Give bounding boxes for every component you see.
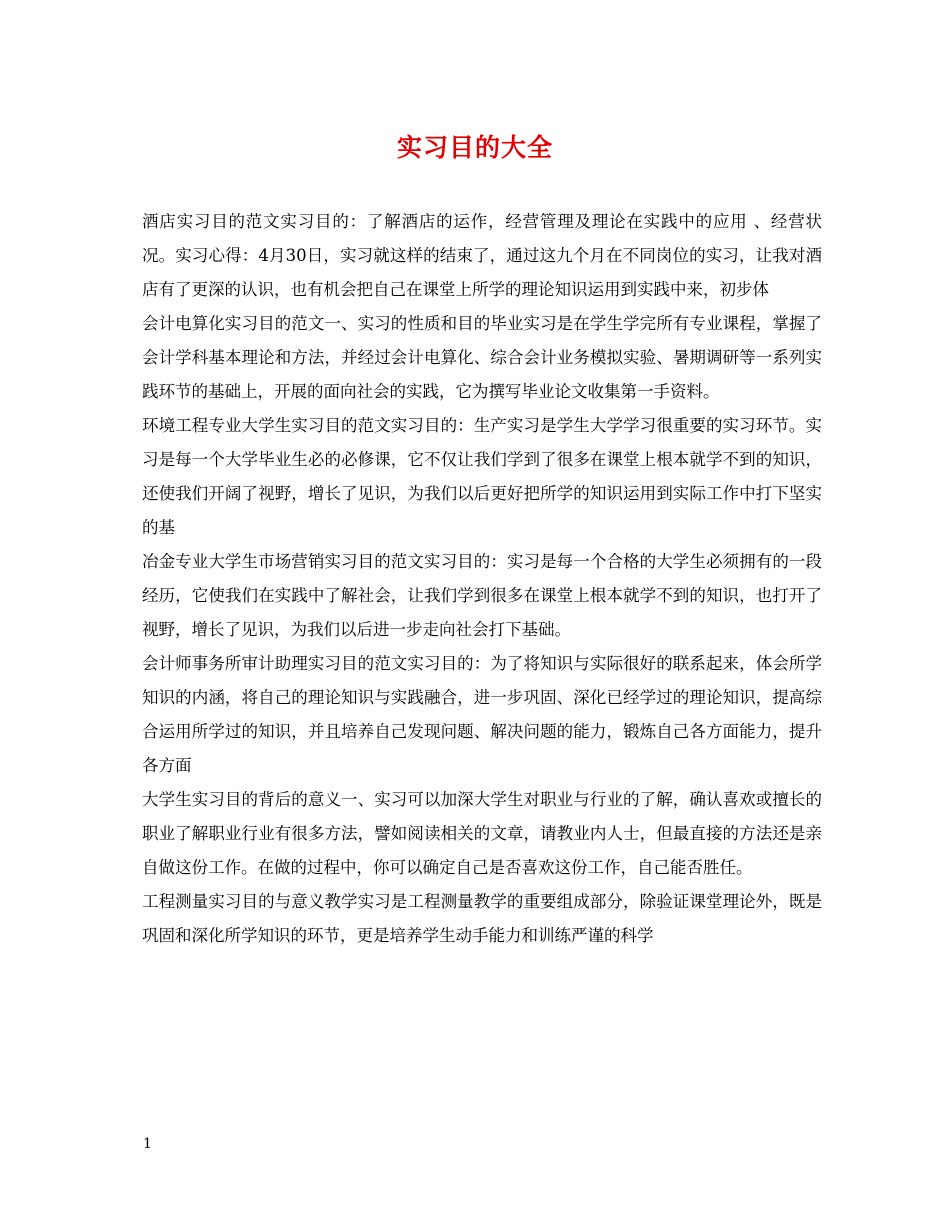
paragraph-audit-assistant: 会计师事务所审计助理实习目的范文实习目的：为了将知识与实际很好的联系起来，体会所学知识的内涵，将自己的理论知识与实践融合，进一步巩固、深化已经学过的理论知识，提高综合运用所学过的知识，并且培养自己发现问题、解决问题的能力，锻炼自己各方面能力，提升各方面: [142, 654, 822, 775]
paragraph-hotel-internship: 酒店实习目的范文实习目的：了解酒店的运作，经营管理及理论在实践中的应用 、经营状况。实习心得：4月30日，实习就这样的结束了，通过这九个月在不同岗位的实习，让我对酒店有了更深的认识，也有机会把自己在课堂上所学的理论知识运用到实践中来，初步体: [142, 212, 822, 299]
document-body: [142, 205, 822, 953]
paragraph-engineering-survey: 工程测量实习目的与意义教学实习是工程测量教学的重要组成部分，除验证课堂理论外，既是巩固和深化所学知识的环节，更是培养学生动手能力和训练严谨的科学: [142, 892, 822, 945]
document-title: 实习目的大全: [396, 133, 553, 162]
paragraph-accounting-computerization: 会计电算化实习目的范文一、实习的性质和目的毕业实习是在学生学完所有专业课程，掌握了会计学科基本理论和方法，并经过会计电算化、综合会计业务模拟实验、暑期调研等一系列实践环节的基础上，开展的面向社会的实践，它为撰写毕业论文收集第一手资料。: [142, 314, 822, 401]
paragraph-environmental-engineering: 环境工程专业大学生实习目的范文实习目的：生产实习是学生大学学习很重要的实习环节。实习是每一个大学毕业生必的必修课，它不仅让我们学到了很多在课堂上根本就学不到的知识，还使我们开阔了视野，增长了见识，为我们以后更好把所学的知识运用到实际工作中打下坚实的基: [142, 416, 822, 537]
paragraph-metallurgy-marketing: 冶金专业大学生市场营销实习目的范文实习目的：实习是每一个合格的大学生必须拥有的一段经历，它使我们在实践中了解社会，让我们学到很多在课堂上根本就学不到的知识，也打开了视野，增长了见识，为我们以后进一步走向社会打下基础。: [142, 552, 822, 639]
page-number: 1: [143, 1136, 152, 1152]
paragraph-internship-significance: 大学生实习目的背后的意义一、实习可以加深大学生对职业与行业的了解，确认喜欢或擅长的职业了解职业行业有很多方法，譬如阅读相关的文章，请教业内人士，但最直接的方法还是亲自做这份工作。在做的过程中，你可以确定自己是否喜欢这份工作，自己能否胜任。: [142, 790, 822, 877]
